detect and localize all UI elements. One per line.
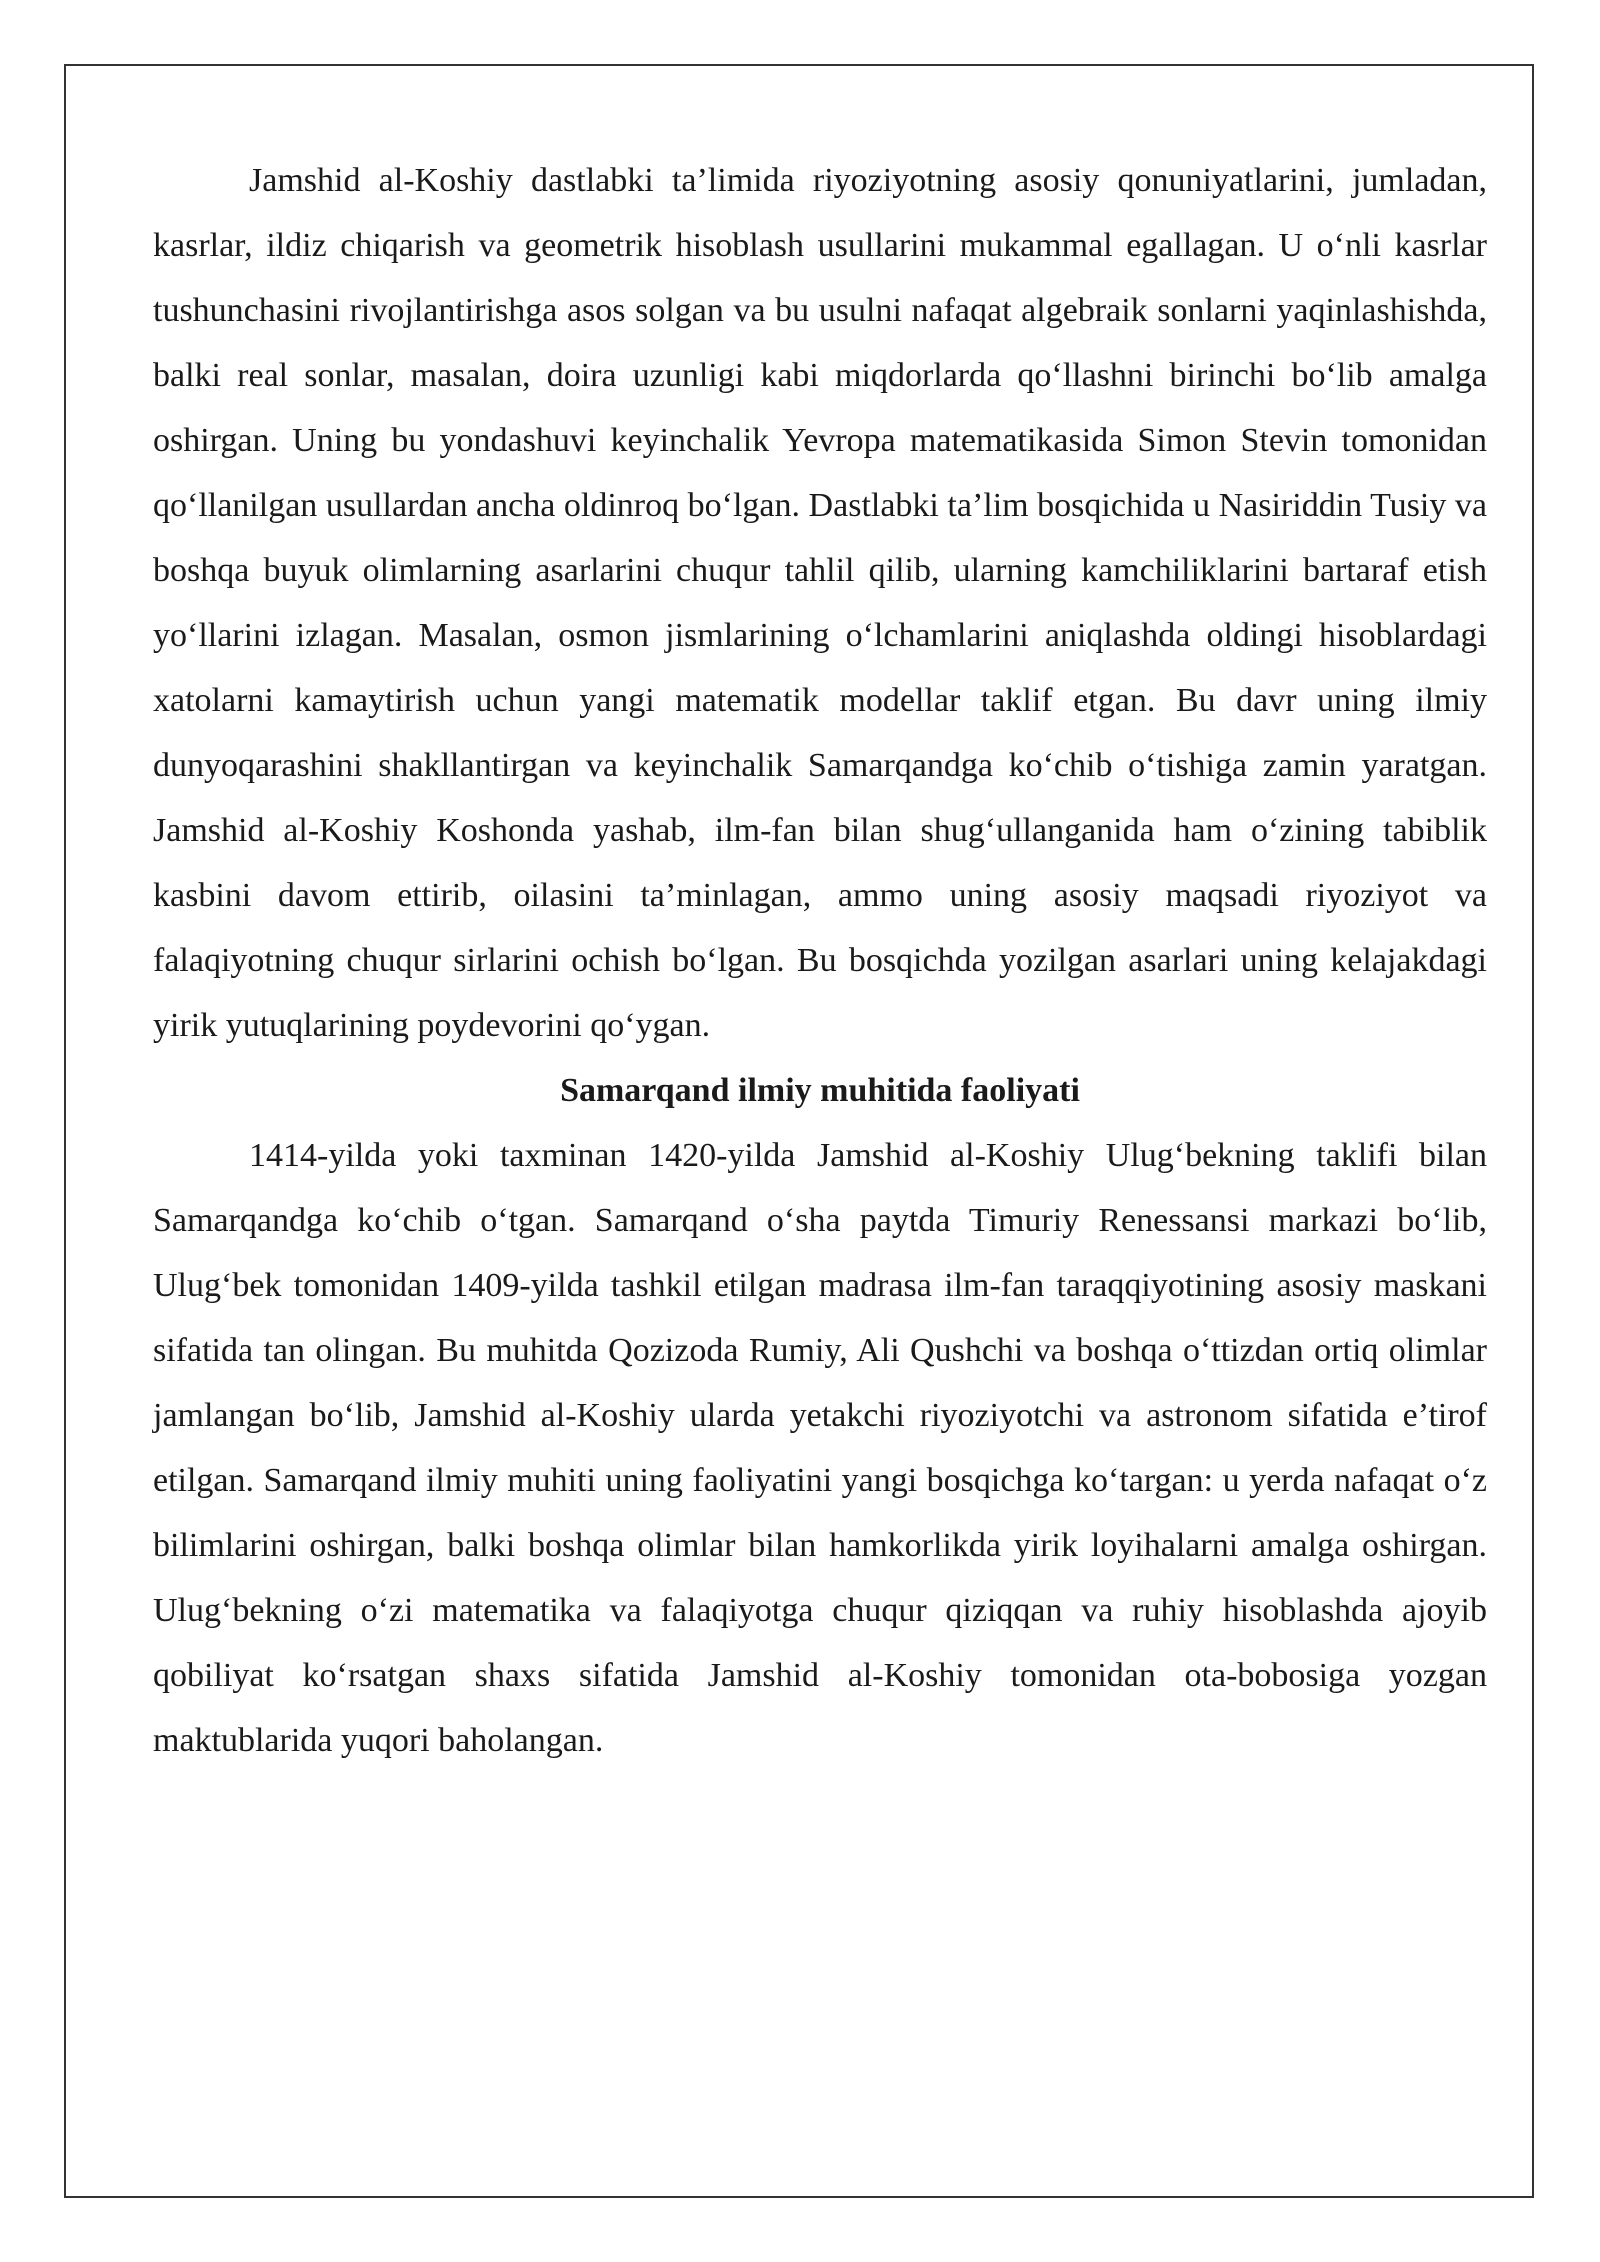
- section-heading: Samarqand ilmiy muhitida faoliyati: [560, 1072, 1080, 1109]
- paragraph-samarkand-activity: 1414-yilda yoki taxminan 1420-yilda Jamshid al-Koshiy Ulug‘bekning taklifi bilan Samarqandga ko‘chib o‘tgan. Samarqand o‘sha paytda Timuriy Renessansi markazi bo‘lib, Ulug‘bek tomonidan 1409-yilda tashkil etilgan madrasa ilm-fan taraqqiyotining asosiy maskani sifatida tan olingan. Bu muhitda Qozizoda Rumiy, Ali Qushchi va boshqa o‘ttizdan ortiq olimlar jamlangan bo‘lib, Jamshid al-Koshiy ularda yetakchi riyoziyotchi va astronom sifatida e’tirof etilgan. Samarqand ilmiy muhiti uning faoliyatini yangi bosqichga ko‘targan: u yerda nafaqat o‘z bilimlarini oshirgan, balki boshqa olimlar bilan hamkorlikda yirik loyihalarni amalga oshirgan. Ulug‘bekning o‘zi matematika va falaqiyotga chuqur qiziqqan va ruhiy hisoblashda ajoyib qobiliyat ko‘rsatgan shaxs sifatida Jamshid al-Koshiy tomonidan ota-bobosiga yozgan maktublarida yuqori baholangan.: [153, 1137, 1487, 1759]
- document-body: [153, 148, 1487, 1773]
- paragraph-early-education: Jamshid al-Koshiy dastlabki ta’limida riyoziyotning asosiy qonuniyatlarini, jumladan, kasrlar, ildiz chiqarish va geometrik hisoblash usullarini mukammal egallagan. U o‘nli kasrlar tushunchasini rivojlantirishga asos solgan va bu usulni nafaqat algebraik sonlarni yaqinlashishda, balki real sonlar, masalan, doira uzunligi kabi miqdorlarda qo‘llashni birinchi bo‘lib amalga oshirgan. Uning bu yondashuvi keyinchalik Yevropa matematikasida Simon Stevin tomonidan qo‘llanilgan usullardan ancha oldinroq bo‘lgan. Dastlabki ta’lim bosqichida u Nasiriddin Tusiy va boshqa buyuk olimlarning asarlarini chuqur tahlil qilib, ularning kamchiliklarini bartaraf etish yo‘llarini izlagan. Masalan, osmon jismlarining o‘lchamlarini aniqlashda oldingi hisoblardagi xatolarni kamaytirish uchun yangi matematik modellar taklif etgan. Bu davr uning ilmiy dunyoqarashini shakllantirgan va keyinchalik Samarqandga ko‘chib o‘tishiga zamin yaratgan. Jamshid al-Koshiy Koshonda yashab, ilm-fan bilan shug‘ullanganida ham o‘zining tabiblik kasbini davom ettirib, oilasini ta’minlagan, ammo uning asosiy maqsadi riyoziyot va falaqiyotning chuqur sirlarini ochish bo‘lgan. Bu bosqichda yozilgan asarlari uning kelajakdagi yirik yutuqlarining poydevorini qo‘ygan.: [153, 162, 1487, 1044]
